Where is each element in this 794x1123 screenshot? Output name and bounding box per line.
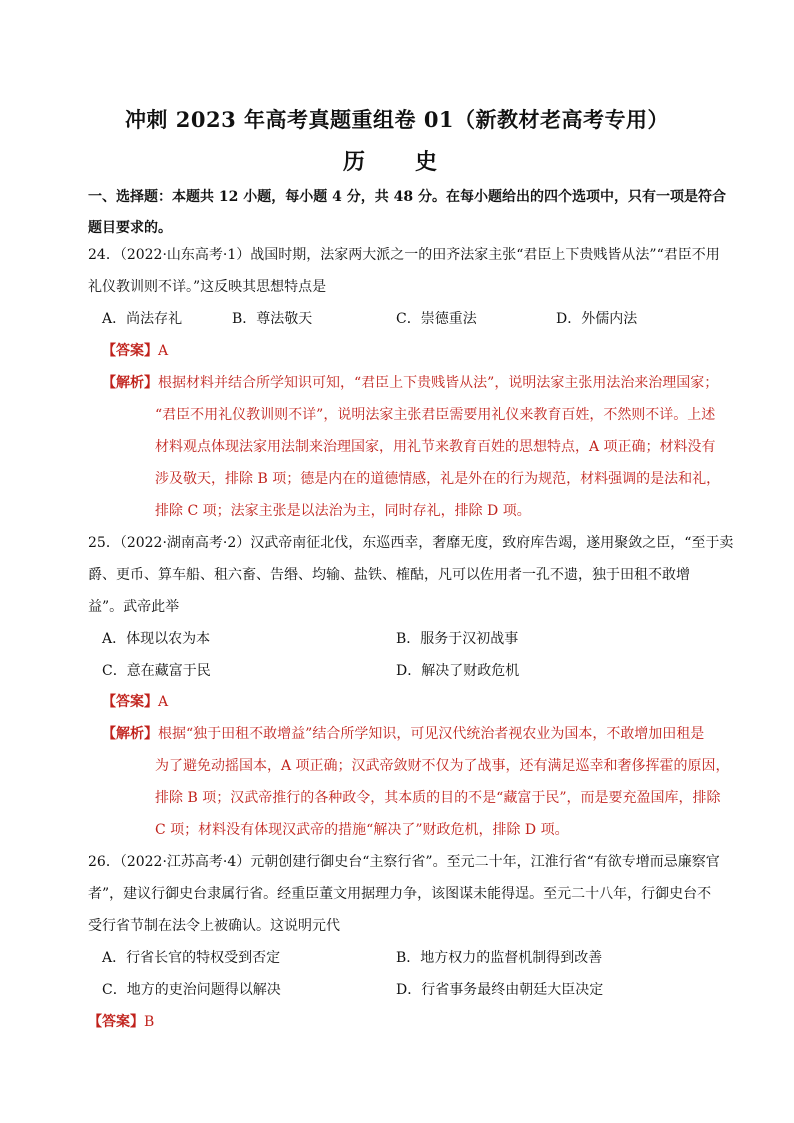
question-stem-line: 礼仪教训则不详。”这反映其思想特点是 — [88, 279, 327, 295]
analysis-text: C 项；材料没有体现汉武帝的措施“解决了”财政危机，排除 D 项。 — [155, 822, 569, 838]
section-heading: 一、选择题：本题共 12 小题，每小题 4 分，共 48 分。在每小题给出的四个选项中，只有一项是符合题目要求的。 — [88, 189, 726, 236]
analysis-label: 【解析】 — [102, 726, 158, 742]
analysis-text: 排除 B 项；汉武帝推行的各种政令，其本质的目的不是“藏富于民”，而是要充盈国库，排除 — [155, 790, 721, 806]
option-a: A．行省长官的特权受到否定 — [102, 950, 281, 966]
question-stem-line: 爵、更币、算车船、租六畜、告缗、均输、盐铁、榷酤，凡可以佐用者一孔不遗，独于田租不敢增 — [88, 567, 690, 583]
answer-line — [102, 692, 168, 712]
option-c: C．崇德重法 — [396, 311, 477, 327]
analysis-line — [102, 724, 704, 744]
analysis-text: 根据材料并结合所学知识可知，“君臣上下贵贱皆从法”，说明法家主张用法治来治理国家； — [158, 375, 719, 391]
option-c: C．地方的吏治问题得以解决 — [102, 982, 281, 998]
question-stem-line: 24．（2022·山东高考·1）战国时期，法家两大派之一的田齐法家主张“君臣上下贵贱皆从法”“君臣不用 — [88, 247, 720, 263]
option-b: B．地方权力的监督机制得到改善 — [396, 950, 603, 966]
question-stem-line: 26．（2022·江苏高考·4）元朝创建行御史台“主察行省”。至元二十年，江淮行省“有欲专增而忌廉察官 — [88, 854, 720, 870]
option-a: A．尚法存礼 — [102, 311, 183, 327]
answer-value: A — [158, 694, 169, 710]
option-d: D．外儒内法 — [556, 311, 638, 327]
answer-line — [88, 1012, 154, 1032]
option-b: B．服务于汉初战事 — [396, 631, 519, 647]
answer-label: 【答案】 — [102, 694, 158, 710]
option-d: D．行省事务最终由朝廷大臣决定 — [396, 982, 604, 998]
analysis-text: 排除 C 项；法家主张是以法治为主，同时存礼，排除 D 项。 — [155, 503, 531, 519]
option-d: D．解决了财政危机 — [396, 663, 520, 679]
analysis-label: 【解析】 — [102, 375, 158, 391]
analysis-text: 为了避免动摇国本，A 项正确；汉武帝敛财不仅为了战事，还有满足巡幸和奢侈挥霍的原因， — [155, 758, 730, 774]
option-b: B．尊法敬天 — [232, 311, 313, 327]
question-stem-line: 益”。武帝此举 — [88, 599, 180, 615]
option-c: C．意在藏富于民 — [102, 663, 211, 679]
question-stem-line: 者”，建议行御史台隶属行省。经重臣董文用据理力争，该图谋未能得逞。至元二十八年，行御史台不 — [88, 886, 712, 902]
exam-title: 冲刺 2023 年高考真题重组卷 01（新教材老高考专用） — [124, 107, 670, 132]
analysis-text: 涉及敬天，排除 B 项；德是内在的道德情感，礼是外在的行为规范，材料强调的是法和礼， — [155, 471, 721, 487]
answer-value: B — [144, 1014, 155, 1030]
analysis-line — [102, 373, 718, 393]
answer-value: A — [158, 343, 169, 359]
subject-title: 历 史 — [342, 149, 451, 175]
option-a: A．体现以农为本 — [102, 631, 211, 647]
answer-label: 【答案】 — [102, 343, 158, 359]
answer-line — [102, 341, 168, 361]
analysis-text: 材料观点体现法家用法制来治理国家，用礼节来教育百姓的思想特点，A 项正确；材料没有 — [155, 439, 716, 455]
question-stem-line: 25．（2022·湖南高考·2）汉武帝南征北伐，东巡西幸，奢靡无度，致府库告竭，遂用聚敛之臣，“至于卖 — [88, 535, 734, 551]
analysis-text: 根据“独于田租不敢增益”结合所学知识，可见汉代统治者视农业为国本，不敢增加田租是 — [158, 726, 705, 742]
answer-label: 【答案】 — [88, 1014, 144, 1030]
question-stem-line: 受行省节制在法令上被确认。这说明元代 — [88, 918, 340, 934]
analysis-text: “君臣不用礼仪教训则不详”，说明法家主张君臣需要用礼仪来教育百姓，不然则不详。上述 — [155, 407, 716, 423]
